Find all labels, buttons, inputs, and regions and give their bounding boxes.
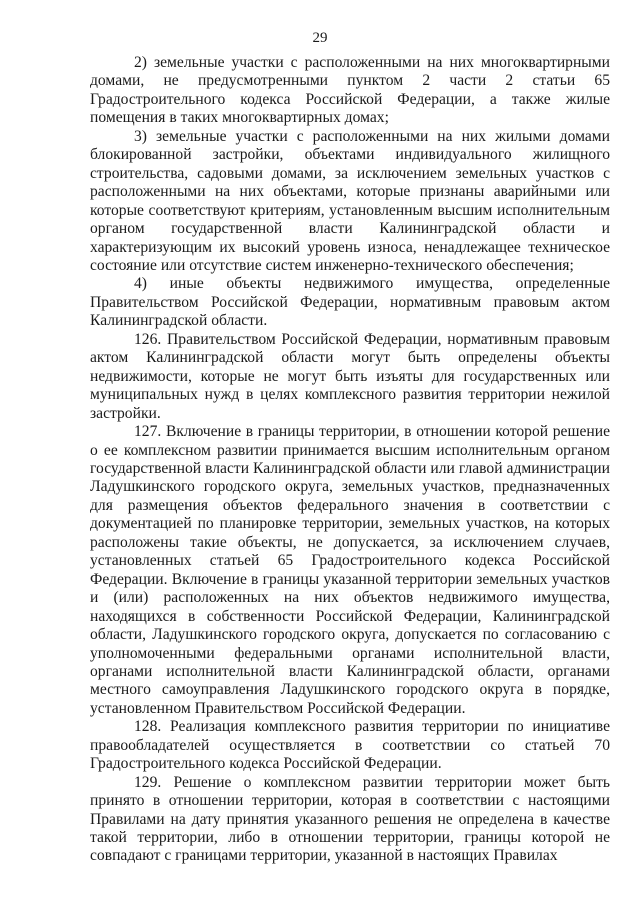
paragraph-item-4: 4) иные объекты недвижимого имущества, определенные Правительством Российской Федерации, нормативным правовым актом Калининградской области. xyxy=(90,275,610,330)
paragraph-clause-127: 127. Включение в границы территории, в отношении которой решение о ее комплексном развитии принимается высшим исполнительным органом государственной власти Калининградской области или главой администрации Ладушкинского городского округа, земельных участков, предназначенных для размещения объектов федерального значения в соответствии с документацией по планировке территории, земельных участков, на которых расположены такие объекты, не допускается, за исключением случаев, установленных статьей 65 Градостроительного кодекса Российской Федерации. Включение в границы указанной территории земельных участков и (или) расположенных на них объектов недвижимого имущества, находящихся в собственности Российской Федерации, Калининградской области, Ладушкинского городского округа, допускается по согласованию с уполномоченными федеральными органами исполнительной власти, органами исполнительной власти Калининградской области, органами местного самоуправления Ладушкинского городского округа в порядке, установленном Правительством Российской Федерации. xyxy=(90,423,610,717)
paragraph-clause-126: 126. Правительством Российской Федерации, нормативным правовым актом Калининградской области могут быть определены объекты недвижимости, которые не могут быть изъяты для государственных или муниципальных нужд в целях комплексного развития территории нежилой застройки. xyxy=(90,330,610,422)
page-number: 29 xyxy=(312,30,328,46)
paragraph-clause-129: 129. Решение о комплексном развитии территории может быть принято в отношении территории, которая в соответствии с настоящими Правилами на дату принятия указанного решения не определена в качестве такой территории, либо в отношении территории, границы которой не совпадают с границами территории, указанной в настоящих Правилах xyxy=(90,773,610,865)
paragraph-clause-128: 128. Реализация комплексного развития территории по инициативе правообладателей осуществляется в соответствии со статьей 70 Градостроительного кодекса Российской Федерации. xyxy=(90,718,610,773)
paragraph-item-3: 3) земельные участки с расположенными на них жилыми домами блокированной застройки, объектами индивидуального жилищного строительства, садовыми домами, за исключением земельных участков с расположенными на них объектами, которые признаны аварийными или которые соответствуют критериям, установленным высшим исполнительным органом государственной власти Калининградской области и характеризующим их высокий уровень износа, ненадлежащее техническое состояние или отсутствие систем инженерно-технического обеспечения; xyxy=(90,127,610,274)
paragraph-item-2: 2) земельные участки с расположенными на них многоквартирными домами, не предусмотренными пунктом 2 части 2 статьи 65 Градостроительного кодекса Российской Федерации, а также жилые помещения в таких многоквартирных домах; xyxy=(90,54,610,127)
document-body xyxy=(90,54,610,866)
